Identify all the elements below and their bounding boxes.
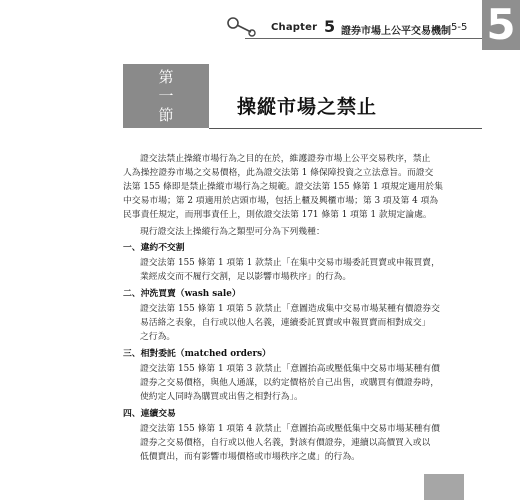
intro-line: 證交法禁止操縱市場行為之目的在於，維護證券市場上公平交易秩序，禁止 — [140, 154, 431, 164]
footer-tab — [424, 474, 464, 500]
item-line: 易活絡之表象，自行或以他人名義，連續委託買賣或申報買賣而相對成交」 — [140, 318, 431, 328]
item-line: 證券之交易價格，自行或以他人名義，對該有價證券，連續以高價買入或以 — [140, 438, 431, 448]
intro-line: 法第 155 條即是禁止操縱市場行為之規範。證交法第 155 條第 1 項規定適用於集 — [123, 182, 443, 192]
chapter-tab-number: 5 — [486, 0, 516, 49]
item-line: 使約定人同時為購買或出售之相對行為」。 — [140, 392, 303, 402]
item-line: 證券之交易價格，與他人通謀，以約定價格於自己出售，或購買有價證券時， — [140, 378, 440, 388]
chapter-title: 證券市場上公平交易機制 — [341, 26, 451, 37]
intro-line: 人為操控證券市場之交易價格，此為證交法第 1 條保障投資之立法意旨。而證交 — [123, 168, 434, 178]
item-line: 低價賣出，而有影響市場價格或市場秩序之虞」的行為。 — [140, 452, 360, 462]
page-number: 5-5 — [451, 22, 468, 33]
item-line: 證交法第 155 條第 1 項第 5 款禁止「意圖造成集中交易市場某種有價證券交 — [140, 304, 440, 314]
item-line: 證交法第 155 條第 1 項第 3 款禁止「意圖抬高或壓低集中交易市場某種有價 — [140, 364, 440, 374]
chapter-number: 5 — [324, 17, 336, 36]
chain-link-icon — [225, 12, 259, 38]
item-heading: 三、相對委託（matched orders） — [123, 349, 271, 359]
item-line: 之行為。 — [140, 332, 176, 342]
section-label: 第一節 — [158, 68, 174, 124]
item-heading: 四、連續交易 — [123, 409, 176, 419]
item-line: 證交法第 155 條第 1 項第 1 款禁止「在集中交易市場委託買賣或申報買賣， — [140, 258, 440, 268]
lead-text: 現行證交法上操縱行為之類型可分為下列幾種： — [140, 227, 325, 237]
item-line: 證交法第 155 條第 1 項第 4 款禁止「意圖抬高或壓低集中交易市場某種有價 — [140, 424, 440, 434]
chapter-label: Chapter — [271, 22, 318, 33]
item-line: 業經成交而不履行交割，足以影響市場秩序」的行為。 — [140, 272, 352, 282]
header-rule — [245, 38, 482, 39]
item-heading: 二、沖洗買賣（wash sale） — [123, 289, 241, 299]
intro-line: 中交易市場；第 2 項適用於店頭市場，包括上櫃及興櫃市場；第 3 項及第 4 項為 — [123, 196, 439, 206]
page-header — [0, 0, 520, 52]
item-heading: 一、違約不交割 — [123, 243, 185, 253]
intro-line: 民事責任規定，而刑事責任上，則依證交法第 171 條第 1 項第 1 款規定論處。 — [123, 210, 432, 220]
section-title: 操縱市場之禁止 — [237, 96, 378, 118]
section-rule — [209, 128, 482, 129]
